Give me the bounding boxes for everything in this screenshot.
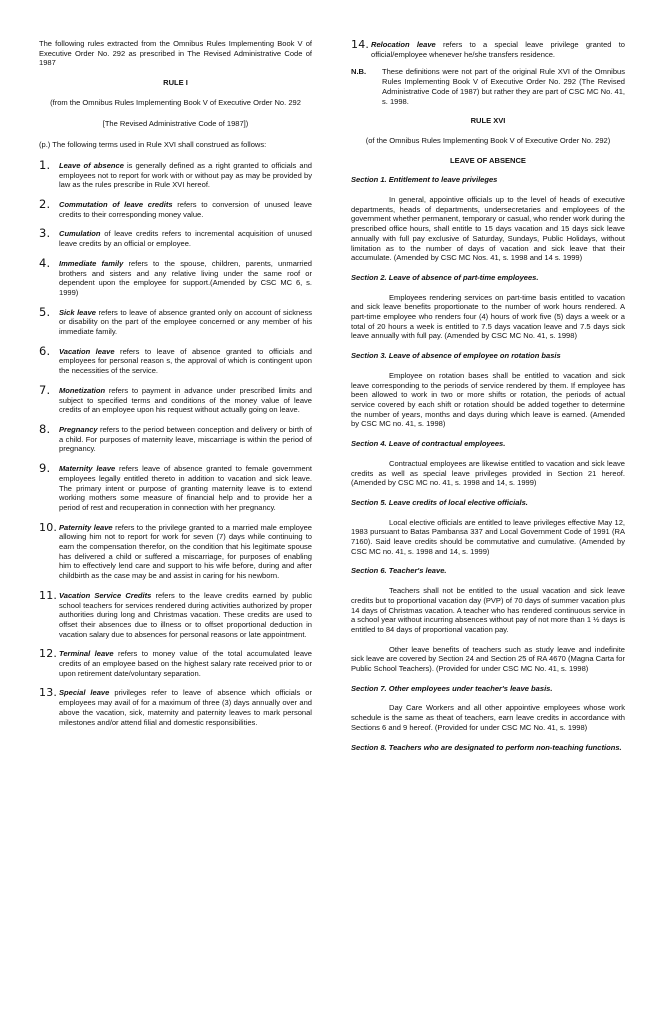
definition-item [39, 461, 312, 513]
item-text: refers to the period between conception and delivery or birth of a child. For purposes of maternity leave, miscarriage is within the period of pregnancy. [59, 424, 312, 454]
item-text: refers to the leave credits earned by public school teachers for services rendered during activities authorized by proper authorities during long and Christmas vacation. These credits are used to offset their absences due to illness or to offset proportional deduction in vacation salary due to absences for personal reasons or late appointment. [59, 590, 312, 639]
definition-item [39, 157, 312, 190]
nb-label: N.B. [351, 67, 367, 77]
item-term: Monetization [59, 385, 106, 395]
nb-text: These definitions were not part of the original Rule XVI of the Omnibus Rules Implementing Book V of Executive Order No. 292 (The Revised Administrative Code of 1987) but rather they are part of CSC MC No. 41, s. 1998. [382, 67, 625, 106]
section-title: Section 4. Leave of contractual employees. [351, 439, 506, 449]
item-term: Immediate family [59, 258, 124, 268]
section-title: Section 2. Leave of absence of part-time employees. [351, 272, 539, 282]
left-column [39, 39, 312, 727]
item-term: Paternity leave [59, 522, 113, 532]
definition-item [39, 255, 312, 298]
definition-item [39, 649, 312, 678]
item-term: Vacation Service Credits [59, 590, 152, 600]
intro-paragraph: The following rules extracted from the Omnibus Rules Implementing Book V of Executive Order No. 292 as prescribed in The Revised Administrative Code of 1987 [39, 39, 312, 68]
item-number: 1. [39, 157, 51, 172]
item-number: 12. [39, 647, 58, 661]
item-text: refers to conversion of unused leave credits to their corresponding money value. [59, 200, 312, 219]
item-text: refers to money value of the total accumulated leave credits of an employee based on the highest salary rate received prior to or upon retirement date/voluntary separation. [59, 649, 312, 678]
definition-item [39, 343, 312, 376]
section-title: Section 8. Teachers who are designated to perform non-teaching functions. [351, 742, 622, 752]
item-term: Cumulation [59, 229, 101, 239]
rule-xvi-subtitle: (of the Omnibus Rules Implementing Book V of Executive Order No. 292) [365, 135, 611, 145]
item-term: Leave of absence [59, 160, 124, 170]
item-number: 4. [39, 255, 51, 270]
item-text: refers to the spouse, children, parents, unmarried brothers and sisters and any relative living under the same roof or dependent upon the employee for support.(Amended by CSC MC 6, s. 1999) [59, 258, 312, 297]
item-text: refers to the privilege granted to a married male employee allowing him not to report for work for seven (7) days while continuing to earn the compensation therefor, on the condition that his legitimate spouse has delivered a child or suffered a miscarriage, for purposes of enabling him to effectively lend care and support to his wife before, during and after childbirth as the case may be and assist in caring for his newborn. [59, 522, 312, 581]
item-term: Relocation leave [371, 40, 436, 49]
section-paragraph: Employee on rotation bases shall be entitled to vacation and sick leave corresponding to the periods of service rendered by them. If employee has been allowed to work in two or more shifts or rotation, the periods of actual service covered by each shift or rotation should be added together to determine the number of years, months and days during which leave is earned. (Amended by CSC MC no. 41, s. 1998) [351, 370, 625, 429]
definition-item [39, 197, 312, 219]
item-text: of leave credits refers to incremental acquisition of unused leave credits by an official or employee. [59, 229, 312, 249]
leave-of-absence-heading: LEAVE OF ABSENCE [450, 155, 526, 165]
section-title: Section 1. Entitlement to leave privileges [351, 175, 498, 185]
item-text: refers to leave of absence granted only on account of sickness or disability on the part of the employee concerned or any member of his immediate family. [59, 307, 312, 337]
item-text: refers to payment in advance under prescribed limits and subject to specified terms and conditions of the money value of leave credits of an employee upon his request without actually going on leave. [59, 385, 312, 415]
section-title: Section 5. Leave credits of local elective officials. [351, 497, 528, 507]
section-paragraph: Day Care Workers and all other appointive employees whose work schedule is the same as theat of teachers, earn leave credits in accordance with Sections 6 and 9 hereof. (Provided for under CSC MC No. 41, s. 1998) [351, 703, 625, 732]
definition-item [39, 226, 312, 249]
item-text: refers to a special leave privilege granted to official/employee whenever he/she transfers residence. [371, 40, 625, 59]
item-term: Vacation leave [59, 346, 115, 356]
definition-item [39, 520, 312, 581]
section-paragraph: Employees rendering services on part-time basis entitled to vacation and sick leave benefits proportionate to the number of work hours rendered. A part-time employee who renders four (4) hours of work five (5) days a week or a total of 20 hours a week is entitled to 7.5 days vacation leave and 7.5 days sick leave annually with full pay. (Amended by CSC MC No. 41, s. 1998) [351, 292, 625, 341]
item-term: Sick leave [59, 307, 96, 317]
definition-item [39, 304, 312, 337]
item-term: Pregnancy [59, 424, 98, 434]
item-number: 9. [39, 461, 51, 476]
definition-item-14 [351, 40, 625, 59]
item-number: 11. [39, 588, 58, 602]
item-text: is generally defined as a right granted to officials and employees not to report for work with or without pay as may be provided by law as the rules prescribe in Rule XVI hereof. [59, 160, 312, 190]
nb-note [351, 67, 625, 106]
definition-item [39, 382, 312, 415]
item-number: 8. [39, 421, 51, 436]
item-term: Commutation of leave credits [59, 200, 173, 210]
item-number: 7. [39, 382, 51, 397]
section-paragraph: In general, appointive officials up to the level of heads of executive departments, heads of departments, undersecretaries and employees of the government whether permanent, temporary or casual, who render work during the prescribed office hours, shall entitle to 15 days vacation and 15 days sick leave annually with full pay exclusive of Saturday, Sundays, Public Holidays, without limitation as to the number of days of vacation and sick leave that their accumulate. (Amended by CSC MC Nos. 41, s. 1998 and 14 s. 1999) [351, 195, 625, 263]
item-number: 14. [351, 38, 370, 51]
definition-item [39, 421, 312, 454]
item-term: Terminal leave [59, 649, 114, 659]
item-term: Special leave [59, 688, 110, 698]
section-title: Section 7. Other employees under teacher's leave basis. [351, 683, 553, 693]
rule-xvi-title: RULE XVI [470, 116, 506, 126]
section-title: Section 3. Leave of absence of employee on rotation basis [351, 351, 561, 361]
item-text: privileges refer to leave of absence which officials or employees may avail of for a maximum of three (3) days annually over and above the vacation, sick, maternity and paternity leaves to mark personal milestones and/or attend filial and domestic responsibilities. [59, 688, 312, 727]
item-term: Maternity leave [59, 464, 116, 474]
item-number: 2. [39, 197, 51, 212]
rule-i-title: RULE I [163, 78, 188, 88]
right-column [351, 40, 625, 752]
rule-i-subtitle: (from the Omnibus Rules Implementing Book V of Executive Order No. 292 [50, 97, 301, 107]
rule-i-subtitle-2: [The Revised Administrative Code of 1987]) [102, 118, 249, 128]
section-paragraph: Local elective officials are entitled to leave privileges effective May 12, 1983 pursuant to Batas Pambansa 337 and Local Government Code of 1991 (RA 7160). Said leave credits should be commutative and cumulative. (Amended by CSC MC no. 41, s. 1998 and 14, s. 1999) [351, 517, 625, 556]
item-number: 5. [39, 304, 51, 319]
item-text: refers leave of absence granted to female government employees legally entitled thereto in addition to vacation and sick leave. The primary intent or purpose of granting maternity leave is to extend working mothers some measure of financial help and to provide her a period of rest and recuperation in connection with her pregnancy. [59, 464, 312, 512]
item-number: 3. [39, 226, 51, 241]
definitions-list [39, 157, 312, 727]
section-paragraph: Contractual employees are likewise entitled to vacation and sick leave credits as well as special leave privileges provided in Section 21 hereof. (Amended by CSC MC no. 41, s. 1998 and 14, s. 1999) [351, 458, 625, 488]
section-title: Section 6. Teacher's leave. [351, 566, 447, 576]
definition-item [39, 588, 312, 640]
item-text: refers to leave of absence granted to officials and employees for personal reason s, the approval of which is contingent upon the necessities of the service. [59, 346, 312, 376]
item-number: 6. [39, 343, 51, 358]
section-paragraph: Teachers shall not be entitled to the usual vacation and sick leave credits but to proportional vacation day (PVP) of 70 days of summer vacation plus 14 days of Christmas vacation. A teacher who has rendered continuous service in a school year without incurring absences without pay of not more than 1 ½ days is entitled to 84 days of proportional vacation pay. [351, 586, 625, 634]
definition-item [39, 688, 312, 727]
item-number: 10. [39, 520, 58, 534]
item-number: 13. [39, 686, 58, 700]
terms-intro: (p.) The following terms used in Rule XVI shall construed as follows: [39, 140, 267, 150]
section-paragraph: Other leave benefits of teachers such as study leave and indefinite sick leave are covered by Section 24 and Section 25 of RA 4670 (Magna Carta for Public School Teachers). (Provided for under CSC MC No. 41, s. 1998) [351, 644, 625, 674]
